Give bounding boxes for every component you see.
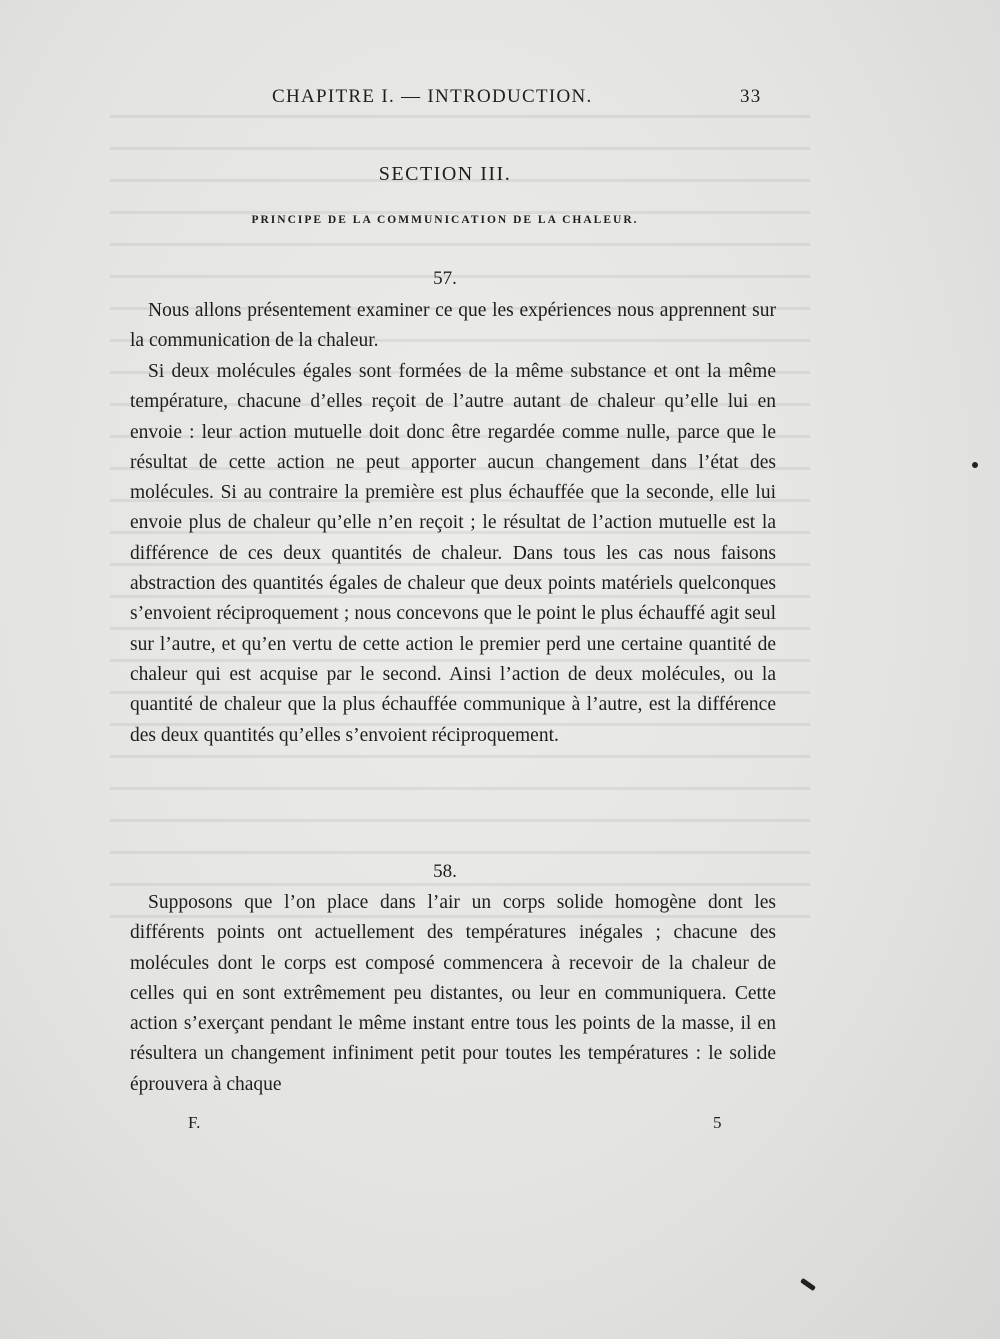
ink-speck: [800, 1278, 816, 1291]
article-number-58: 58.: [433, 861, 457, 882]
paragraph: Si deux molécules égales sont formées de la même substance et ont la même température, chacune d’elles reçoit de l’autre autant de chaleur qu’elle lui en envoie : leur action mutuelle doit donc être regardée comme nulle, parce que le résultat de cette action ne peut apporter aucun changement dans l’état des molécules. Si au contraire la première est plus échauffée que la seconde, elle lui envoie plus de chaleur qu’elle n’en reçoit ; le résultat de l’action mutuelle est la différence de ces deux quantités de chaleur. Dans tous les cas nous faisons abstraction des quantités égales de chaleur que deux points matériels quelconques s’envoient réciproquement ; nous concevons que le point le plus échauffé agit seul sur l’autre, et qu’en vertu de cette action le premier perd une certaine quantité de chaleur qui est acquise par le second. Ainsi l’action de deux molécules, ou la quantité de chaleur que la plus échauffée communique à l’autre, est la différence des deux quantités qu’elles s’envoient réciproquement.: [130, 361, 776, 746]
article-number-57: 57.: [433, 268, 457, 289]
running-title: CHAPITRE I. — INTRODUCTION.: [272, 86, 593, 107]
paragraph: Nous allons présentement examiner ce que les expériences nous apprennent sur la communication de la chaleur.: [130, 300, 776, 352]
page-number: 33: [740, 86, 762, 107]
section-subtitle: PRINCIPE DE LA COMMUNICATION DE LA CHALEUR.: [251, 214, 639, 226]
paragraph: Supposons que l’on place dans l’air un corps solide homogène dont les différents points ont actuellement des températures inégales ; chacune des molécules dont le corps est composé commencera à recevoir de la chaleur de celles qui en sont extrêmement peu distantes, ou leur en communiquera. Cette action s’exerçant pendant le même instant entre tous les points de la masse, il en résultera un changement infiniment petit pour toutes les températures : le solide éprouvera à chaque: [130, 892, 776, 1095]
running-header: [272, 86, 772, 110]
section-title: SECTION III.: [378, 163, 512, 185]
sheet-number: 5: [713, 1113, 722, 1132]
ink-speck: [972, 462, 978, 468]
signature-mark: F.: [188, 1113, 201, 1132]
